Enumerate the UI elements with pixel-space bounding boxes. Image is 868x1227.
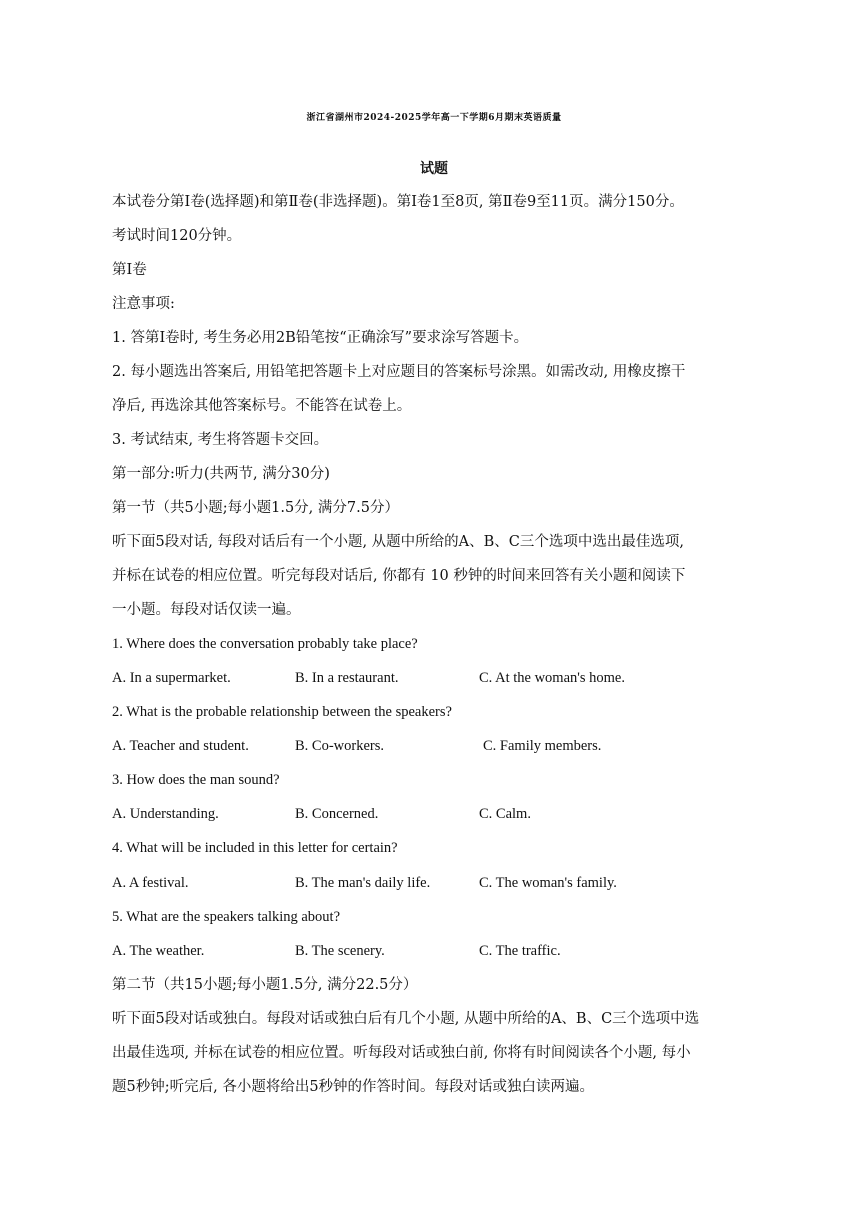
- question-1: 1. Where does the conversation probably take place?: [112, 636, 418, 652]
- question-4-option-a: A. A festival.: [112, 875, 189, 891]
- question-1-option-b: B. In a restaurant.: [295, 670, 399, 686]
- question-1-option-a: A. In a supermarket.: [112, 670, 231, 686]
- note-3: 3. 考试结束, 考生将答题卡交回。: [112, 432, 329, 448]
- question-3: 3. How does the man sound?: [112, 772, 280, 788]
- note-2: 2. 每小题选出答案后, 用铅笔把答题卡上对应题目的答案标号涂黑。如需改动, 用橡皮擦干: [112, 364, 686, 380]
- note-2-continued: 净后, 再选涂其他答案标号。不能答在试卷上。: [112, 398, 412, 414]
- question-5: 5. What are the speakers talking about?: [112, 909, 341, 925]
- question-2-option-c: C. Family members.: [483, 738, 602, 754]
- section1-heading: 第一节（共5小题;每小题1.5分, 满分7.5分）: [112, 500, 399, 516]
- section1-instruction-3: 一小题。每段对话仅读一遍。: [112, 602, 301, 618]
- question-3-option-c: C. Calm.: [479, 806, 531, 822]
- question-3-option-b: B. Concerned.: [295, 806, 379, 822]
- question-4-option-b: B. The man's daily life.: [295, 875, 431, 891]
- question-3-option-a: A. Understanding.: [112, 806, 219, 822]
- intro-line-1: 本试卷分第Ⅰ卷(选择题)和第Ⅱ卷(非选择题)。第Ⅰ卷1至8页, 第Ⅱ卷9至11页。满分150分。: [112, 194, 684, 210]
- question-5-option-a: A. The weather.: [112, 943, 205, 959]
- section2-heading: 第二节（共15小题;每小题1.5分, 满分22.5分）: [112, 977, 418, 993]
- section1-instruction-1: 听下面5段对话, 每段对话后有一个小题, 从题中所给的A、B、C三个选项中选出最佳选项,: [112, 534, 684, 550]
- intro-line-2: 考试时间120分钟。: [112, 228, 242, 244]
- question-2-option-a: A. Teacher and student.: [112, 738, 249, 754]
- question-2-option-b: B. Co-workers.: [295, 738, 385, 754]
- question-4-option-c: C. The woman's family.: [479, 875, 617, 891]
- page-title: 浙江省湖州市2024-2025学年高一下学期6月期末英语质量: [306, 113, 562, 123]
- section1-instruction-2: 并标在试卷的相应位置。听完每段对话后, 你都有 10 秒钟的时间来回答有关小题和阅读下: [112, 568, 686, 584]
- part1-heading: 第一部分:听力(共两节, 满分30分): [112, 466, 330, 482]
- note-1: 1. 答第Ⅰ卷时, 考生务必用2B铅笔按“正确涂写”要求涂写答题卡。: [112, 330, 529, 346]
- volume-label: 第Ⅰ卷: [112, 262, 147, 278]
- section2-instruction-1: 听下面5段对话或独白。每段对话或独白后有几个小题, 从题中所给的A、B、C三个选项中选: [112, 1011, 700, 1027]
- question-4: 4. What will be included in this letter for certain?: [112, 840, 398, 856]
- section2-instruction-2: 出最佳选项, 并标在试卷的相应位置。听每段对话或独白前, 你将有时间阅读各个小题, 每小: [112, 1045, 691, 1061]
- notes-heading: 注意事项:: [112, 296, 175, 312]
- question-5-option-c: C. The traffic.: [479, 943, 561, 959]
- question-5-option-b: B. The scenery.: [295, 943, 385, 959]
- question-1-option-c: C. At the woman's home.: [479, 670, 625, 686]
- question-2: 2. What is the probable relationship between the speakers?: [112, 704, 452, 720]
- section2-instruction-3: 题5秒钟;听完后, 各小题将给出5秒钟的作答时间。每段对话或独白读两遍。: [112, 1079, 595, 1095]
- page-subtitle: 试题: [420, 161, 448, 177]
